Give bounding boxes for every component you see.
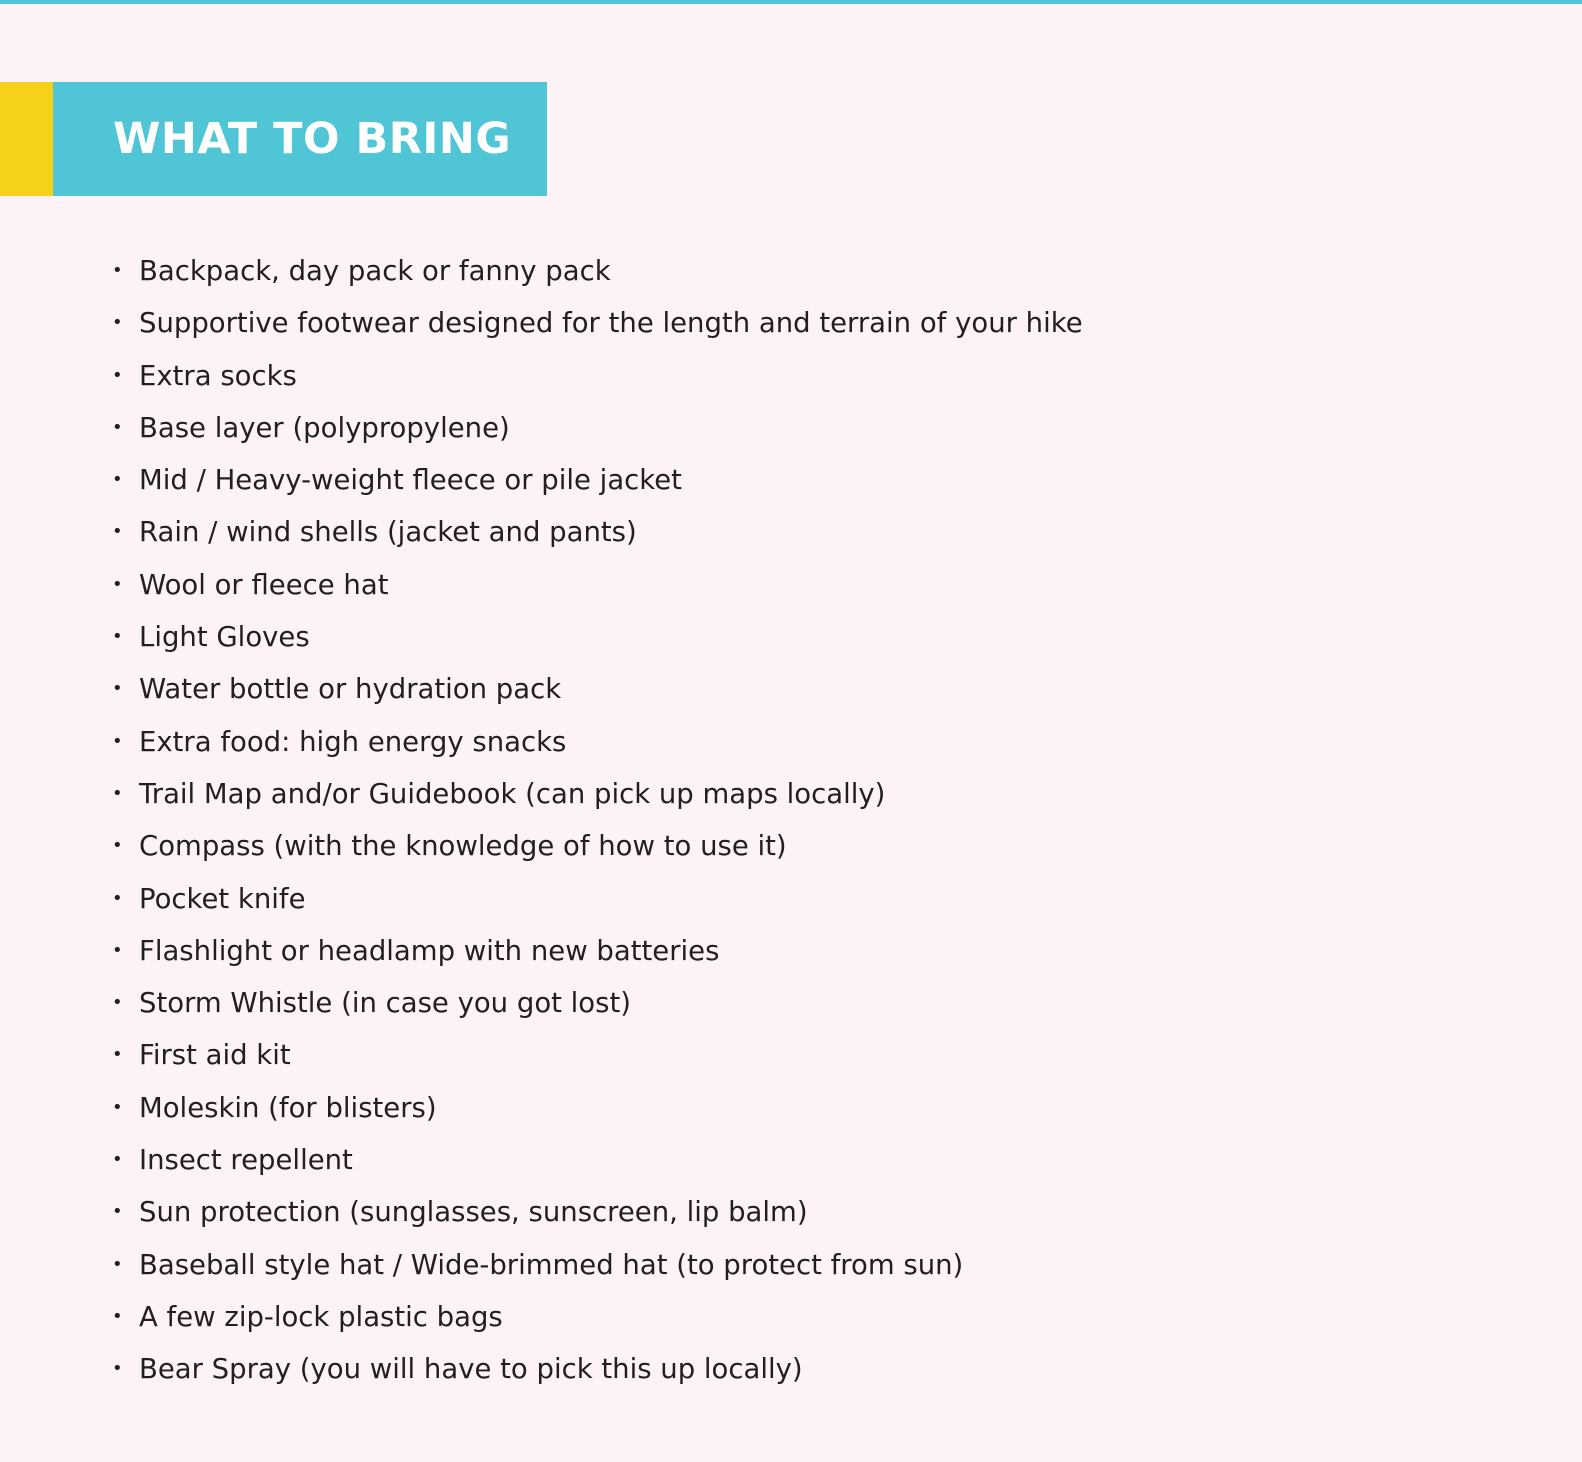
bullet-icon: •: [112, 1305, 123, 1327]
list-item-text: Baseball style hat / Wide-brimmed hat (to protect from sun): [139, 1248, 964, 1281]
bullet-icon: •: [112, 260, 123, 281]
list-item: [108, 768, 1083, 820]
list-item-text: Rain / wind shells (jacket and pants): [139, 516, 637, 549]
list-item: [108, 1291, 1083, 1343]
bullet-icon: •: [112, 521, 123, 543]
list-item-text: Mid / Heavy-weight fleece or pile jacket: [139, 464, 682, 497]
list-item-text: Flashlight or headlamp with new batteries: [139, 934, 720, 967]
list-item-text: Wool or fleece hat: [139, 568, 389, 601]
list-item: [108, 559, 1083, 611]
list-item: [108, 245, 1083, 297]
list-item-text: Compass (with the knowledge of how to use it): [139, 830, 787, 863]
bullet-icon: •: [112, 626, 123, 648]
bullet-icon: •: [112, 992, 123, 1014]
list-item: [108, 977, 1083, 1029]
list-item: [108, 873, 1083, 925]
list-item: [108, 1239, 1083, 1291]
section-heading-banner: [0, 82, 547, 196]
bullet-icon: •: [112, 312, 123, 334]
list-item: [108, 1343, 1083, 1395]
list-item-text: Insect repellent: [139, 1144, 353, 1177]
heading-accent-bar: [0, 82, 53, 196]
bullet-icon: •: [112, 469, 123, 491]
list-item: [108, 350, 1083, 402]
list-item: [108, 1029, 1083, 1081]
list-item-text: Water bottle or hydration pack: [139, 673, 562, 706]
packing-checklist: [108, 245, 1083, 1396]
list-item: [108, 716, 1083, 768]
list-item: [108, 820, 1083, 872]
list-item-text: Storm Whistle (in case you got lost): [139, 987, 631, 1020]
list-item-text: Sun protection (sunglasses, sunscreen, lip balm): [139, 1196, 808, 1229]
bullet-icon: •: [112, 939, 123, 961]
bullet-icon: •: [112, 782, 123, 804]
list-item-text: Supportive footwear designed for the length and terrain of your hike: [139, 307, 1083, 340]
list-item-text: Light Gloves: [139, 621, 310, 654]
list-item-text: Backpack, day pack or fanny pack: [139, 255, 611, 287]
list-item: [108, 402, 1083, 454]
bullet-icon: •: [112, 1358, 123, 1380]
bullet-icon: •: [112, 416, 123, 438]
bullet-icon: •: [112, 1149, 123, 1171]
bullet-icon: •: [112, 730, 123, 752]
bullet-icon: •: [112, 835, 123, 857]
list-item: [108, 297, 1083, 349]
list-item: [108, 663, 1083, 715]
list-item-text: First aid kit: [139, 1039, 291, 1072]
list-item-text: Extra socks: [139, 359, 297, 392]
list-item: [108, 611, 1083, 663]
section-title: WHAT TO BRING: [113, 114, 512, 164]
bullet-icon: •: [112, 1253, 123, 1275]
top-accent-rule: [0, 0, 1582, 4]
list-item: [108, 925, 1083, 977]
list-item-text: Moleskin (for blisters): [139, 1091, 437, 1124]
list-item: [108, 454, 1083, 506]
list-item: [108, 1134, 1083, 1186]
bullet-icon: •: [112, 678, 123, 700]
bullet-icon: •: [112, 1044, 123, 1066]
list-item: [108, 1082, 1083, 1134]
bullet-icon: •: [112, 887, 123, 909]
bullet-icon: •: [112, 364, 123, 386]
bullet-icon: •: [112, 573, 123, 595]
list-item-text: Pocket knife: [139, 882, 306, 915]
list-item-text: Trail Map and/or Guidebook (can pick up maps locally): [139, 777, 886, 810]
list-item-text: Bear Spray (you will have to pick this up locally): [139, 1353, 803, 1386]
list-item-text: Extra food: high energy snacks: [139, 725, 567, 758]
list-item-text: A few zip-lock plastic bags: [139, 1300, 503, 1333]
list-item-text: Base layer (polypropylene): [139, 411, 510, 444]
bullet-icon: •: [112, 1201, 123, 1223]
list-item: [108, 506, 1083, 558]
bullet-icon: •: [112, 1096, 123, 1118]
list-item: [108, 1186, 1083, 1238]
